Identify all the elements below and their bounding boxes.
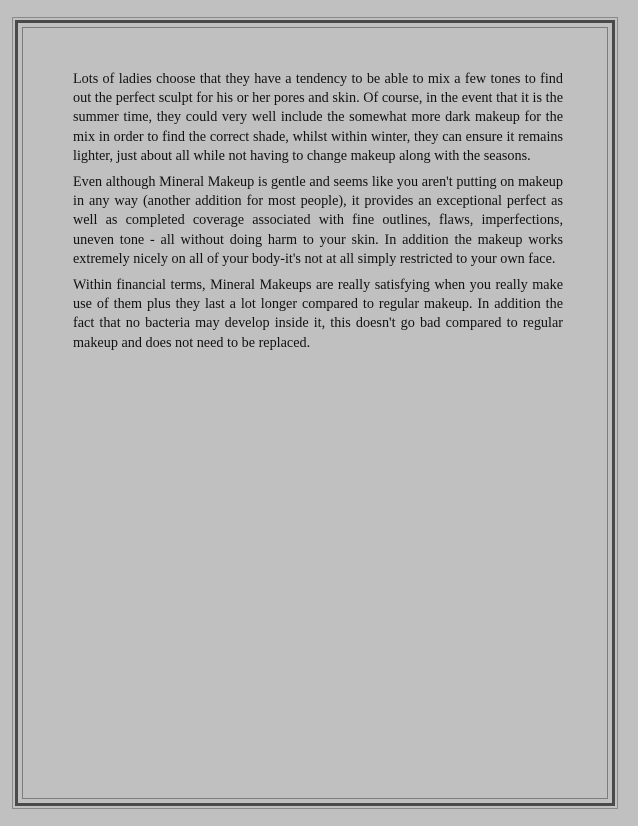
document-body bbox=[73, 70, 563, 360]
paragraph-2: Even although Mineral Makeup is gentle and seems like you aren't putting on makeup in any way (another addition for most people), it provides an exceptional perfect as well as completed coverage associated with fine outlines, flaws, imperfections, uneven tone - all without doing harm to your skin. In addition the makeup works extremely nicely on all of your body-it's not at all simply restricted to your own face. bbox=[73, 174, 563, 267]
paragraph-3: Within financial terms, Mineral Makeups are really satisfying when you really make use of them plus they last a lot longer compared to regular makeup. In addition the fact that no bacteria may develop inside it, this doesn't go bad compared to regular makeup and does not need to be replaced. bbox=[73, 277, 563, 351]
paragraph-1: Lots of ladies choose that they have a tendency to be able to mix a few tones to find out the perfect sculpt for his or her pores and skin. Of course, in the event that it is the summer time, they could very well include the somewhat more dark makeup for the mix in order to find the correct shade, whilst within winter, they can ensure it remains lighter, just about all while not having to change makeup along with the seasons. bbox=[73, 71, 563, 164]
